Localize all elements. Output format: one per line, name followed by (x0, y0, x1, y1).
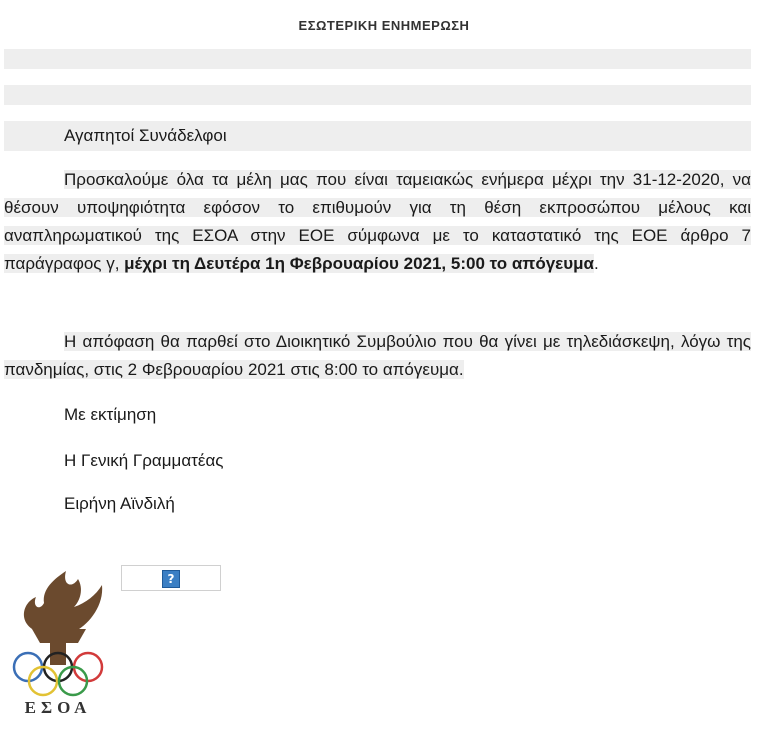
role-text: Η Γενική Γραμματέας (64, 451, 224, 470)
paragraph-invitation (4, 166, 751, 278)
paragraph-decision-text: Η απόφαση θα παρθεί στο Διοικητικό Συμβούλιο που θα γίνει με τηλεδιάσκεψη, λόγω της πανδημίας, στις 2 Φεβρουαρίου 2021 στις 8:00 το απόγευμα. (4, 332, 751, 379)
paragraph-end: . (593, 254, 599, 273)
greeting-text: Αγαπητοί Συνάδελφοι (64, 126, 227, 145)
redacted-bar-1 (4, 49, 751, 69)
document-header: ΕΣΩΤΕΡΙΚΗ ΕΝΗΜΕΡΩΣΗ (298, 18, 470, 33)
torch-flame-icon (24, 571, 102, 631)
greeting-line (4, 121, 751, 151)
question-mark-icon: ? (162, 570, 180, 588)
esoa-logo (6, 565, 110, 720)
closing-text: Με εκτίμηση (64, 405, 157, 424)
paragraph-decision (4, 328, 751, 384)
torch-cup (32, 629, 86, 643)
logo-text: ΕΣΟΑ (24, 698, 92, 717)
paragraph-invitation-text: Προσκαλούμε όλα τα μέλη μας που είναι ταμειακώς ενήμερα μέχρι την 31-12-2020, να θέσουν υποψηφιότητα εφόσον το επιθυμούν για τη θέση εκπροσώπου μέλους και αναπληρωματικού της ΕΣΟΑ στην ΕΟΕ σύμφωνα με το καταστατικό της ΕΟΕ άρθρο 7 παράγραφος γ, (4, 170, 751, 273)
signatory-name: Ειρήνη Αϊνδιλή (64, 494, 175, 513)
redacted-bar-2 (4, 85, 751, 105)
deadline-text: μέχρι τη Δευτέρα 1η Φεβρουαρίου 2021, 5:00 το απόγευμα (124, 254, 594, 273)
broken-image-box (121, 565, 221, 591)
